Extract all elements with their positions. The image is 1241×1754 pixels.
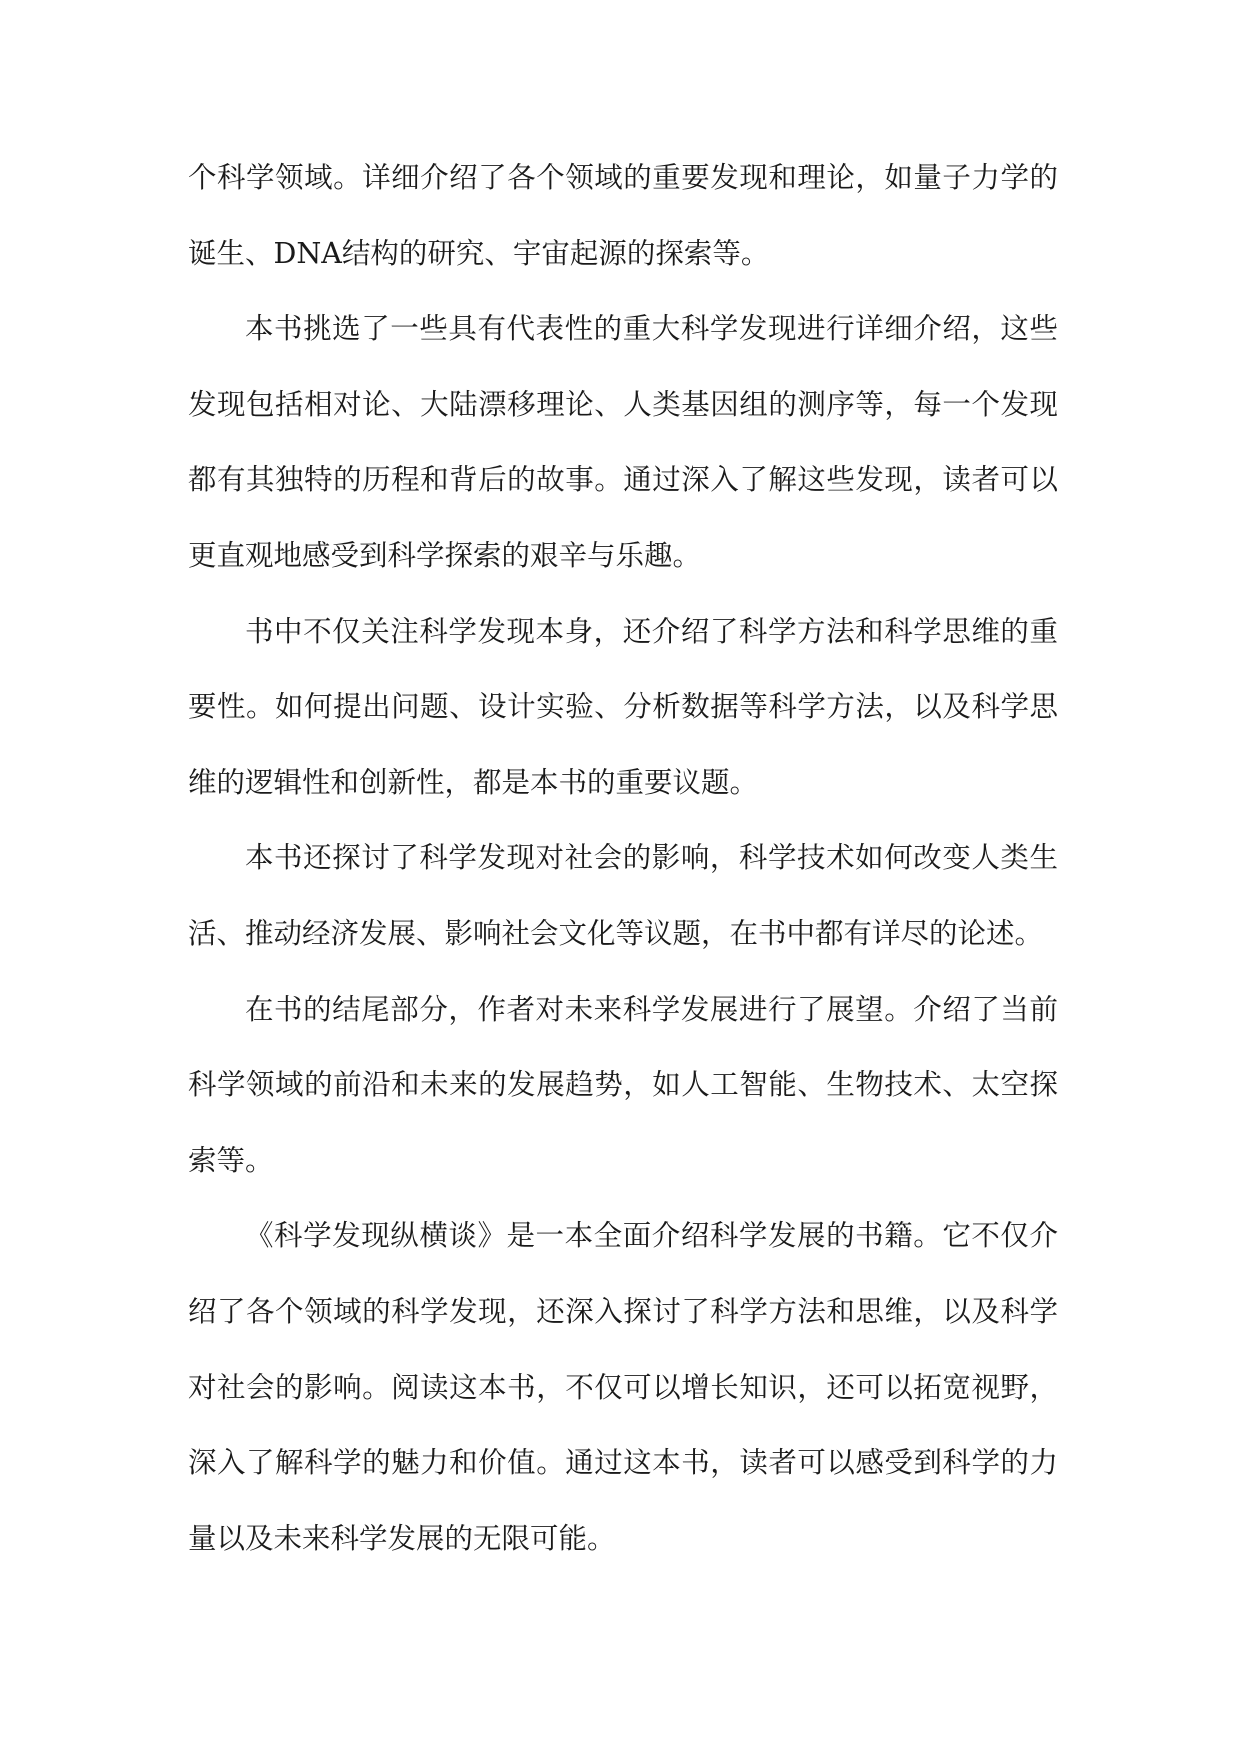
paragraph-major-discoveries: 本书挑选了一些具有代表性的重大科学发现进行详细介绍，这些发现包括相对论、大陆漂移理论、人类基因组的测序等，每一个发现都有其独特的历程和背后的故事。通过深入了解这些发现，读者可以更直观地感受到科学探索的艰辛与乐趣。: [188, 312, 1058, 572]
paragraph-social-impact: 本书还探讨了科学发现对社会的影响，科学技术如何改变人类生活、推动经济发展、影响社会文化等议题，在书中都有详尽的论述。: [188, 841, 1058, 950]
paragraph-future-outlook: 在书的结尾部分，作者对未来科学发展进行了展望。介绍了当前科学领域的前沿和未来的发展趋势，如人工智能、生物技术、太空探索等。: [188, 992, 1058, 1177]
body-text: [188, 140, 1058, 1576]
paragraph-continued: 个科学领域。详细介绍了各个领域的重要发现和理论，如量子力学的诞生、DNA结构的研究、宇宙起源的探索等。: [188, 161, 1058, 270]
paragraph-conclusion: 《科学发现纵横谈》是一本全面介绍科学发展的书籍。它不仅介绍了各个领域的科学发现，还深入探讨了科学方法和思维，以及科学对社会的影响。阅读这本书，不仅可以增长知识，还可以拓宽视野，深入了解科学的魅力和价值。通过这本书，读者可以感受到科学的力量以及未来科学发展的无限可能。: [188, 1219, 1058, 1555]
paragraph-scientific-method: 书中不仅关注科学发现本身，还介绍了科学方法和科学思维的重要性。如何提出问题、设计实验、分析数据等科学方法，以及科学思维的逻辑性和创新性，都是本书的重要议题。: [188, 614, 1058, 799]
